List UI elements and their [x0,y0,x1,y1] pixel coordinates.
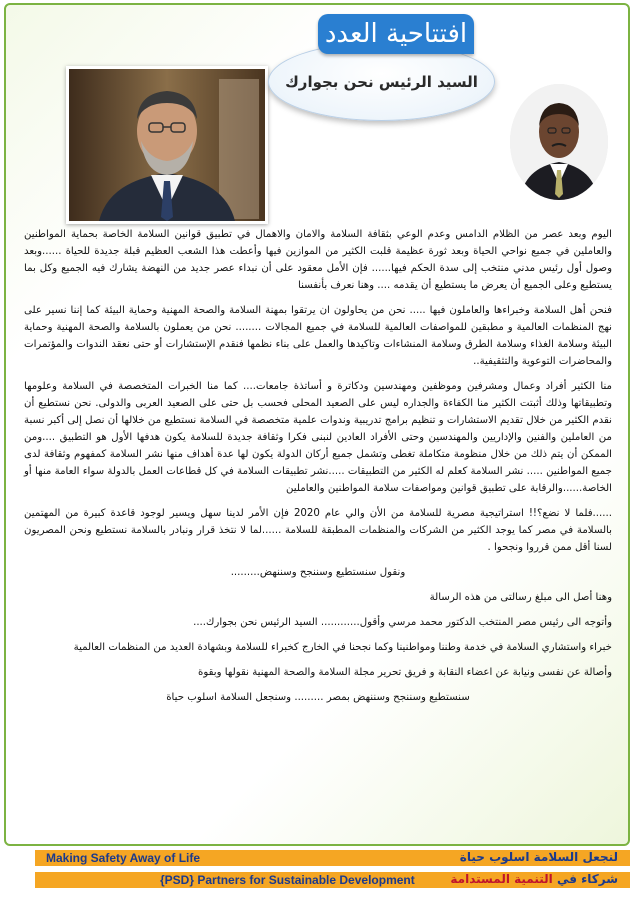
president-photo [66,66,268,224]
author-portrait-icon [510,84,608,200]
president-portrait-icon [69,69,265,221]
footer-arabic-org-main: التنمية المستدامة [450,872,553,886]
headline: السيد الرئيس نحن بجوارك [285,72,478,91]
footer-arabic-org-prefix: شركاء في [556,872,618,886]
closing-line: وأصالة عن نفسى ونيابة عن اعضاء النقابة و فريق تحرير مجلة السلامة والصحة المهنية نقولها وبقوة [198,667,612,678]
paragraph: فنحن أهل السلامة وخبراءها والعاملون فيها ..... نحن من يحاولون ان يرتقوا بمهنة السلامة والصحة المهنية وحماية البيئة كما إننا نسير على نهج المنظمات العالمية و مطبقين للمواصفات العالمية للسلامة في جميع المجالات ........ نحن من يعملون بالسلامة والصحة المهنية وحماية البيئة وسلامة الغذاء وسلامة الطرق وسلامة المنشاءات وتاكيدها والعمل على بناء نظمها فنقدم الإستشارات أو حتى نعقد الندوات والمؤتمرات والمحاضرات التوعوية والتثقيفية.. [24,305,612,367]
footer [0,847,638,903]
paragraph: منا الكثير أفراد وعمال ومشرفين وموظفين ومهندسين ودكاترة و أساتذة جامعات.... كما منا الخبرات المتخصصة في السلامة وعلومها وتطبيقاتها وذلك أثبتت الكثير منا الكفاءة والجداره ليس على الصعيد المحلى فحسب بل حتى على الصعيد العربى والدولى. نحن نستطيع أن نقدم الكثير من خلال تقديم الاستشارات و تنظيم برامج تدريبية وندوات علمية متخصصة في السلامة نستطيع من خلالها أن نصل إلى أكبر نسبة من العاملين والفنين والإداريين والمهندسين وحتى الأفراد العادين لنبنى فكرا وثقافة جديدة للسلامة يكون هدفها الأول هو التطبيق ....ومن الممكن أن يتم ذلك من خلال منظومة متكاملة تغطى وتشمل جميع أركان الدولة يكون لها عدة أهداف منها نشر السلامة كمفهوم وثقافة لدى جميع المواطنين ..... نشر السلامة كعلم له الكثير من التطبيقات .....نشر تطبيقات السلامة في كل قطاعات العمل بالدولة سواء العامة منها أو الخاصة......والرقابة على تطبيق قوانين ومواصفات سلامة المواطنين والعاملين [24,381,612,494]
footer-arabic-org [450,872,618,886]
paragraph: اليوم وبعد عصر من الظلام الدامس وعدم الوعي بثقافة السلامة والامان والاهمال في تطبيق قوانين السلامة الخاصة بحماية المواطنين والعاملين في جميع نواحي الحياة وبعد ثورة عظيمة قلبت الكثير من الموازين فيها وأعطت هذا الشعب العظيم قبلة جديدة للحياة ......وبعد وصول أول رئيس مدني منتخب إلى سدة الحكم فيها...... فإن الأمل معقود على أن نبداء عصر جديد من النهضة يشارك فيه الجميع وكل بما يستطيع وعلى الجميع أن يعرض ما يستطيع أن يقدمه .... وهنا نعرف بأنفسنا [24,229,612,291]
page-title: افتتاحية العدد [318,14,474,54]
paragraph: ......فلما لا نضع؟!! استراتيجية مصرية للسلامة من الأن والي عام 2020 فإن الأمر لدينا سهل ويسير لوجود قاعدة كبيرة من المهتمين بالسلامة في مصر كما يوجد الكثير من الشركات والمنظمات المطبقة للسلامة ......لما لا نتخذ قرار ونبادر بالسلامة نستطيع ونحن المصريون لسنا أقل ممن قرروا ونجحوا . [24,508,612,553]
closing-line: خبراء واستشاري السلامة في خدمة وطننا ومواطنينا وكما نجحنا في الخارج كخبراء للسلامة وبشهادة العديد من المنظمات العالمية [73,642,612,653]
author-photo [510,84,608,200]
closing-line: وهنا أصل الى مبلغ رسالتى من هذه الرسالة [429,592,612,603]
footer-english-org: {PSD} Partners for Sustainable Development [160,873,415,887]
slogan: ونقول سنستطيع وسننجح وسننهض......... [230,567,406,578]
footer-english-slogan: Making Safety Away of Life [46,851,201,865]
closing-line: سنستطيع وسننجح وسننهض بمصر ......... وسنجعل السلامة اسلوب حياة [166,692,470,703]
footer-arabic-slogan: لنجعل السلامة اسلوب حياة [459,850,618,864]
closing-line: وأتوجه الى رئيس مصر المنتخب الدكتور محمد مرسي وأقول............ السيد الرئيس نحن بجوارك.... [193,617,612,628]
article-body [24,226,612,714]
